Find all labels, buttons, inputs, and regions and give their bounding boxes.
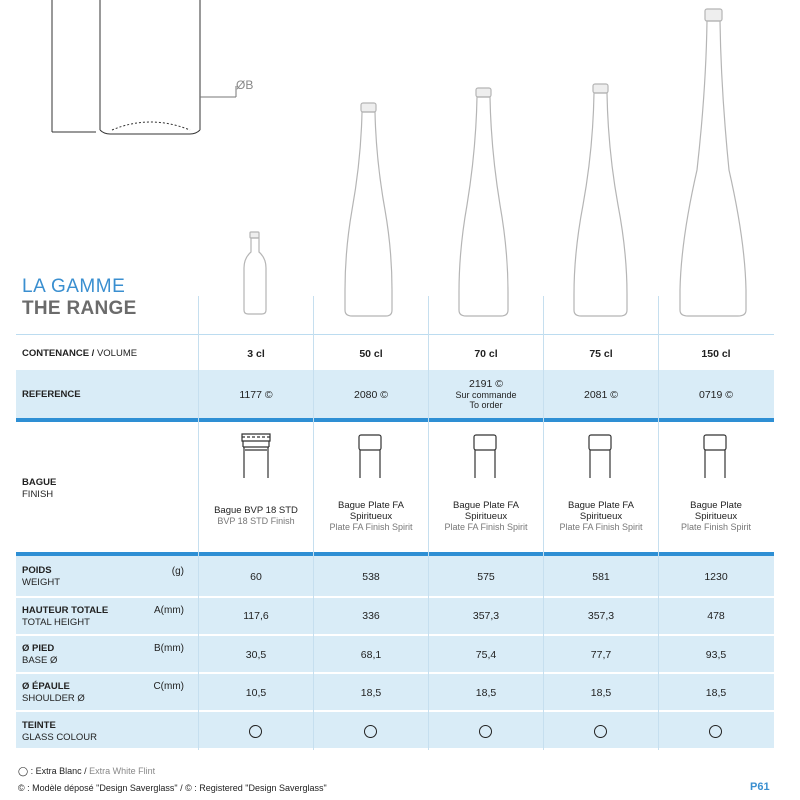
legend-note (18, 766, 155, 777)
screw-finish-icon (242, 434, 270, 478)
base-cell: 77,7 (590, 649, 612, 661)
finish-label-fr: BAGUE (22, 477, 57, 488)
plate-finish-icon (474, 435, 496, 478)
height-label-en: TOTAL HEIGHT (22, 617, 90, 628)
weight-cell: 538 (362, 571, 380, 583)
finish-cell (314, 500, 428, 533)
base-cell: 68,1 (360, 649, 382, 661)
divider (16, 710, 774, 712)
base-cell: 93,5 (705, 649, 727, 661)
divider (16, 634, 774, 636)
shoulder-label-en: SHOULDER Ø (22, 693, 85, 704)
base-label-en: BASE Ø (22, 655, 58, 666)
reference-cell: 0719 © (698, 389, 733, 401)
volume-cell: 75 cl (589, 348, 613, 360)
reference-value: 2191 © (468, 378, 503, 390)
colour-row-label (22, 720, 97, 744)
colour-label-fr: TEINTE (22, 720, 56, 731)
reference-label-fr: REFERENCE (22, 389, 81, 400)
finish-text-fr-2: Spiritueux (349, 511, 393, 522)
shoulder-cell: 18,5 (360, 687, 382, 699)
height-cell: 478 (707, 610, 725, 622)
colour-label-en: GLASS COLOUR (22, 732, 97, 743)
finish-cell (429, 500, 543, 533)
reference-cell: 2081 © (583, 389, 618, 401)
dimension-b-label: ØB (236, 78, 254, 92)
volume-cell: 70 cl (474, 348, 498, 360)
plate-finish-icon (704, 435, 726, 478)
base-row-label (22, 643, 57, 667)
shoulder-unit: C(mm) (153, 681, 184, 692)
shoulder-cell: 18,5 (590, 687, 612, 699)
plate-finish-icon (359, 435, 381, 478)
weight-cell: 581 (592, 571, 610, 583)
height-label-fr: HAUTEUR TOTALE (22, 605, 109, 616)
legend-en: Extra White Flint (89, 766, 156, 776)
finish-cell (659, 500, 773, 533)
finish-text-fr-2: Spiritueux (579, 511, 623, 522)
volume-cell: 3 cl (247, 348, 265, 360)
reference-note-en: To order (469, 400, 503, 410)
finish-cell (544, 500, 658, 533)
volume-label-fr: CONTENANCE / (22, 348, 95, 359)
range-title-fr: LA GAMME (22, 276, 126, 297)
height-cell: 357,3 (587, 610, 615, 622)
finish-text-fr: Bague Plate FA (452, 500, 520, 511)
blue-separator (16, 552, 774, 556)
finish-cell (199, 505, 313, 527)
circle-outline-icon (709, 725, 722, 738)
finish-text-en: Plate FA Finish Spirit (444, 522, 528, 532)
reference-cell: 2080 © (353, 389, 388, 401)
weight-label-fr: POIDS (22, 565, 52, 576)
height-unit: A(mm) (154, 605, 184, 616)
finish-text-fr-2: Spiritueux (694, 511, 738, 522)
circle-outline-icon (364, 725, 377, 738)
volume-label-en: VOLUME (96, 348, 138, 359)
divider (16, 596, 774, 598)
volume-cell: 50 cl (359, 348, 383, 360)
shoulder-row-label (22, 681, 85, 705)
divider (16, 672, 774, 674)
legend-symbol: ◯ (18, 766, 29, 776)
weight-unit: (g) (171, 566, 184, 577)
finish-text-fr: Bague Plate FA (567, 500, 635, 511)
finish-text-fr-2: Spiritueux (464, 511, 508, 522)
finish-label-en: FINISH (22, 489, 54, 500)
shoulder-cell: 18,5 (705, 687, 727, 699)
base-unit: B(mm) (154, 643, 184, 654)
finish-text-fr: Bague BVP 18 STD (214, 505, 298, 516)
weight-cell: 575 (477, 571, 495, 583)
page-number: P61 (750, 781, 770, 793)
volume-cell: 150 cl (701, 348, 731, 360)
height-cell: 117,6 (243, 610, 269, 622)
weight-cell: 1230 (704, 571, 728, 583)
circle-outline-icon (479, 725, 492, 738)
plate-finish-icon (589, 435, 611, 478)
base-cell: 75,4 (475, 649, 497, 661)
height-cell: 336 (362, 610, 380, 622)
legend-fr: : Extra Blanc / (30, 766, 87, 776)
circle-outline-icon (249, 725, 262, 738)
reference-note-fr: Sur commande (455, 390, 517, 400)
height-cell: 357,3 (472, 610, 500, 622)
finish-text-en: Plate FA Finish Spirit (559, 522, 643, 532)
shoulder-label-fr: Ø ÉPAULE (22, 681, 70, 692)
base-cell: 30,5 (245, 649, 267, 661)
height-row-label (22, 605, 108, 629)
weight-row-label (22, 565, 60, 589)
weight-cell: 60 (250, 571, 262, 583)
finish-text-fr: Bague Plate (690, 500, 742, 511)
copyright-note: © : Modèle déposé "Design Saverglass" / © : Registered "Design Saverglass" (18, 783, 327, 793)
shoulder-cell: 18,5 (475, 687, 497, 699)
reference-cell: 1177 © (239, 389, 273, 401)
finish-text-en: Plate FA Finish Spirit (329, 522, 413, 532)
finish-text-en: BVP 18 STD Finish (217, 516, 295, 526)
weight-label-en: WEIGHT (22, 577, 60, 588)
shoulder-cell: 10,5 (245, 687, 267, 699)
base-label-fr: Ø PIED (22, 643, 55, 654)
circle-outline-icon (594, 725, 607, 738)
range-title-en: THE RANGE (22, 298, 137, 319)
finish-text-en: Plate Finish Spirit (680, 522, 752, 532)
finish-text-fr: Bague Plate FA (337, 500, 405, 511)
